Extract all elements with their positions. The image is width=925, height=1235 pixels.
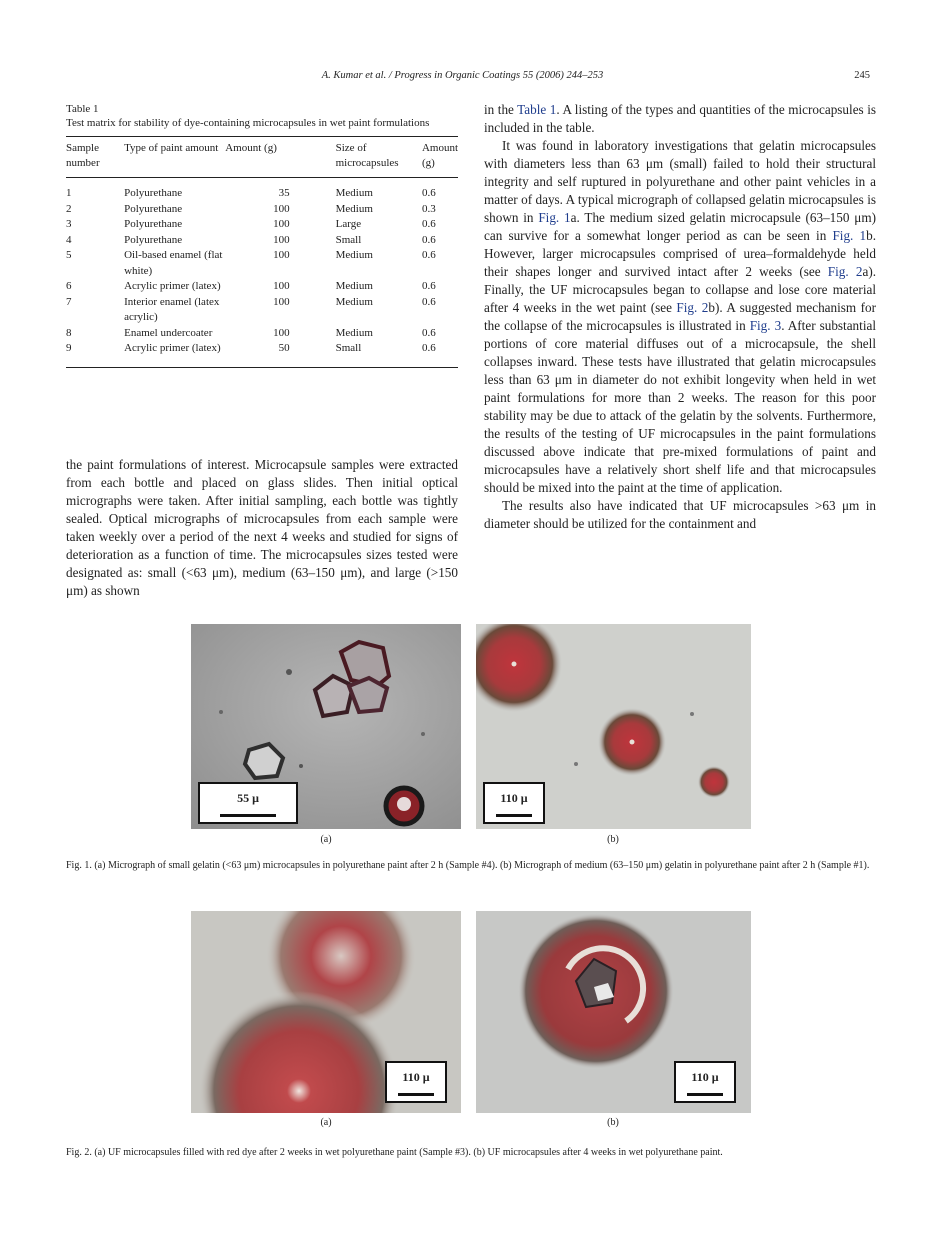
fig-2a-scale-text: 110 μ [402, 1070, 430, 1084]
cell-sample-number: 2 [66, 202, 72, 215]
fig-1a-scale-text: 55 μ [237, 791, 259, 805]
cell-paint-amount: 100 [273, 280, 290, 292]
cell-microcapsule-amount: 0.6 [421, 187, 436, 199]
cell-microcapsule-amount: 0.6 [421, 342, 436, 354]
left-column-paragraph: the paint formulations of interest. Microcapsule samples were extracted from each bottle and placed on glass slides. Then initial optical micrographs were taken. After initial sampling, each bottle was tightly sealed. Optical micrographs of microcapsules from each sample were taken weekly over a period of the next 4 weeks and studied for signs of deterioration as a function of time. The microcapsules sizes tested were designated as: small (<63 μm), medium (63–150 μm), and large (>150 μm) as shown [66, 457, 458, 598]
table-row [66, 217, 458, 233]
cell-paint-type: Interior enamel (latex acrylic) [124, 295, 220, 323]
cell-paint-type: Polyurethane [124, 187, 183, 199]
cell-sample-number: 1 [66, 187, 72, 199]
cell-paint-type: Polyurethane [124, 218, 183, 230]
table-row [66, 248, 458, 279]
fig-2a-micrograph [191, 911, 461, 1113]
test-matrix-table [66, 136, 458, 368]
fig-2a-scale-bar [385, 1061, 447, 1103]
fig-2b-scale-text: 110 μ [691, 1070, 719, 1084]
cell-paint-amount: 100 [273, 295, 290, 308]
fig-1b-micrograph [476, 624, 751, 829]
table-row [66, 202, 458, 218]
cell-paint-amount: 100 [273, 249, 290, 261]
right-p2-text-a: It was found in laboratory investigations that gelatin microcapsules with diameters less than 63 μm (small) failed to hold their structural integrity and self ruptured in polyurethane and other paint vehicles in a matter of days. A typical micrograph of collapsed gelatin microcapsules is shown in [484, 138, 876, 225]
table-1 [66, 102, 458, 368]
fig-2a-label: (a) [320, 1117, 332, 1128]
fig-1a-scale-bar [198, 782, 298, 824]
page-number: 245 [854, 70, 870, 81]
cell-microcapsule-amount: 0.6 [421, 233, 436, 246]
journal-citation: A. Kumar et al. / Progress in Organic Coatings 55 (2006) 244–253 [321, 70, 604, 81]
header-microcapsule-amount: Amount (g) [421, 142, 458, 169]
cell-microcapsule-amount: 0.6 [421, 218, 436, 230]
cell-paint-type: Acrylic primer (latex) [124, 342, 221, 354]
cell-microcapsule-size: Medium [335, 295, 373, 308]
cell-sample-number: 4 [66, 233, 72, 246]
cell-microcapsule-amount: 0.3 [421, 202, 436, 215]
fig-2-caption: Fig. 2. (a) UF microcapsules filled with red dye after 2 weeks in wet polyurethane paint (Sample #3). (b) UF microcapsules after 4 weeks in wet polyurethane paint. [66, 1147, 723, 1158]
table-row [66, 178, 458, 202]
cell-sample-number: 3 [66, 218, 72, 230]
right-p1-text-b: . A listing of the types and quantities of the microcapsules is included in the table. [484, 102, 876, 135]
right-p2-text-c: b. However, larger microcapsules comprised of urea–formaldehyde held their shapes longer and survived intact after 2 weeks (see [484, 228, 876, 279]
table-row [66, 341, 458, 367]
cell-microcapsule-amount: 0.6 [421, 249, 436, 261]
cell-paint-type: Polyurethane [124, 202, 183, 215]
cell-paint-amount: 50 [278, 342, 290, 354]
cell-microcapsule-amount: 0.6 [421, 280, 436, 292]
cell-microcapsule-size: Medium [335, 202, 373, 215]
cell-microcapsule-size: Small [335, 233, 362, 246]
fig-2b-micrograph [476, 911, 751, 1113]
cell-microcapsule-size: Medium [335, 280, 373, 292]
cell-paint-amount: 100 [273, 202, 290, 215]
cell-paint-amount: 100 [273, 326, 290, 339]
cell-paint-type: Acrylic primer (latex) [124, 280, 221, 292]
table-1-link[interactable]: Table 1 [517, 102, 557, 117]
right-paragraph-1 [484, 101, 876, 137]
fig-2a-scale-line [398, 1093, 434, 1096]
right-p2-text-d: a). Finally, the UF microcapsules began to collapse and lose core material after 4 weeks in the wet paint (see [484, 264, 877, 315]
right-paragraph-3: The results also have indicated that UF microcapsules >63 μm in diameter should be utilized for the containment and [484, 498, 876, 531]
fig-1b-link[interactable]: Fig. 1 [832, 228, 867, 243]
fig-1-caption: Fig. 1. (a) Micrograph of small gelatin (<63 μm) microcapsules in polyurethane paint after 2 h (Sample #4). (b) Micrograph of medium (63–150 μm) gelatin in polyurethane paint after 2 h (Sample #1). [66, 860, 870, 871]
table-row [66, 295, 458, 326]
fig-1a-label: (a) [320, 834, 332, 845]
table-caption: Test matrix for stability of dye-containing microcapsules in wet paint formulations [66, 117, 430, 129]
table-label: Table 1 [66, 103, 99, 115]
table-row [66, 233, 458, 249]
fig-1a-link[interactable]: Fig. 1 [538, 210, 571, 225]
right-column [484, 101, 876, 533]
cell-sample-number: 8 [66, 326, 72, 339]
cell-microcapsule-size: Small [335, 342, 362, 354]
cell-paint-type: Polyurethane [124, 233, 183, 246]
cell-microcapsule-size: Large [335, 218, 362, 230]
right-p2-text-f: . After substantial portions of core material diffuses out of a microcapsule, the shell collapses inward. These tests have illustrated that gelatin microcapsules less than 63 μm in diameter do not exhibit longevity when held in wet paint formulations for more than 2 weeks. The reason for this poor stability may be due to attack of the gelatin by the solvents. Furthermore, the results of the testing of UF microcapsules in the paint formulations discussed above indicate that pre-mixed formulations of paint and microcapsules have a relatively short shelf life and that microcapsules should be mixed into the paint at the time of application. [484, 318, 876, 495]
fig-2a-link[interactable]: Fig. 2 [827, 264, 863, 279]
fig-1a-micrograph [191, 624, 461, 829]
fig-1b-scale-text: 110 μ [500, 791, 528, 805]
header-sample-number: Sample number [66, 142, 100, 169]
right-p2-text-b: a. The medium sized gelatin microcapsule (63–150 μm) can survive for a somewhat longer period as can be seen in [484, 210, 877, 243]
cell-paint-amount: 100 [273, 233, 290, 246]
cell-paint-amount: 100 [273, 218, 290, 230]
cell-paint-type: Enamel undercoater [124, 326, 213, 339]
fig-1a-scale-line [220, 814, 276, 817]
right-p2-text-e: b). A suggested mechanism for the collapse of the microcapsules is illustrated in [484, 300, 876, 333]
right-p1-text-a: in the [484, 102, 518, 117]
header-paint-amount: Amount (g) [225, 142, 277, 154]
cell-sample-number: 9 [66, 342, 72, 354]
cell-microcapsule-size: Medium [335, 326, 373, 339]
cell-sample-number: 7 [66, 295, 72, 308]
fig-2b-scale-line [687, 1093, 723, 1096]
cell-sample-number: 5 [66, 249, 72, 261]
table-header-row [66, 137, 458, 178]
cell-sample-number: 6 [66, 280, 72, 292]
cell-microcapsule-amount: 0.6 [421, 295, 436, 308]
cell-paint-amount: 35 [278, 187, 290, 199]
table-row [66, 326, 458, 342]
fig-1b-scale-line [496, 814, 532, 817]
table-body [66, 178, 458, 368]
fig-2b-link[interactable]: Fig. 2 [676, 300, 709, 315]
header-paint-type: Type of paint amount [124, 142, 219, 154]
cell-microcapsule-size: Medium [335, 187, 373, 199]
fig-1b-scale-bar [483, 782, 545, 824]
fig-2b-label: (b) [607, 1117, 619, 1128]
fig-2b-scale-bar [674, 1061, 736, 1103]
fig-1b-label: (b) [607, 834, 619, 845]
fig-3-link[interactable]: Fig. 3 [749, 318, 782, 333]
cell-paint-type: Oil-based enamel (flat white) [124, 249, 223, 277]
cell-microcapsule-amount: 0.6 [421, 326, 436, 339]
cell-microcapsule-size: Medium [335, 249, 373, 261]
right-paragraph-2 [484, 137, 876, 497]
table-row [66, 279, 458, 295]
header-microcapsule-size: Size of microcapsules [335, 142, 399, 169]
